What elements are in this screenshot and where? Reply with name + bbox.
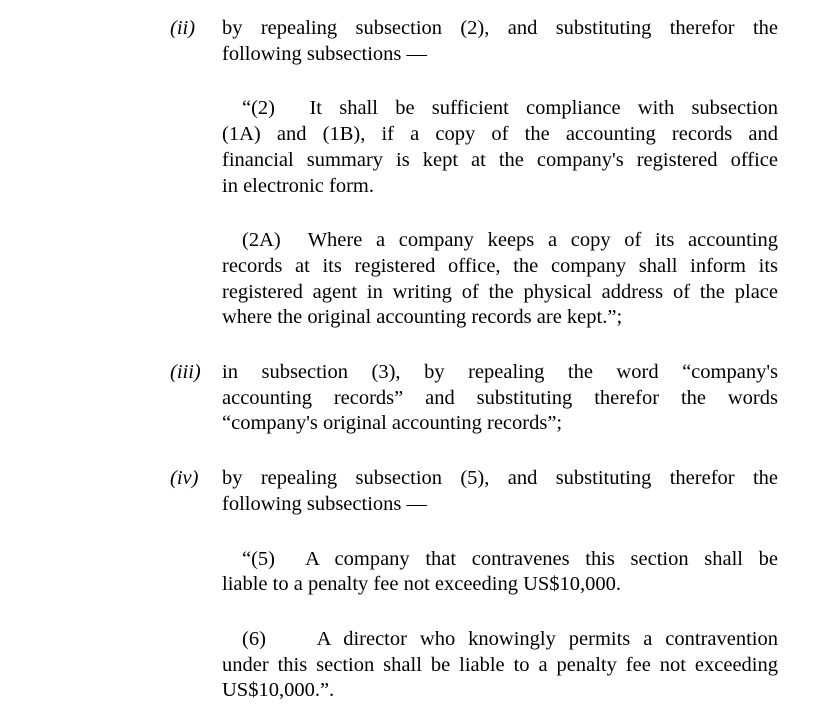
text-line: registered agent in writing of the physical address of the place	[222, 280, 778, 303]
item-paragraph	[222, 466, 778, 517]
text-line: following subsections —	[222, 492, 427, 515]
amendment-item	[170, 466, 778, 715]
text-line: “(5) A company that contravenes this section shall be	[242, 547, 778, 570]
text-line: “(2) It shall be sufficient compliance with subsection	[242, 97, 778, 120]
statute-text-block	[170, 16, 778, 715]
text-line: in electronic form.	[222, 174, 374, 197]
item-content	[222, 360, 778, 466]
text-line: (2A) Where a company keeps a copy of its accounting	[242, 229, 778, 252]
text-line: financial summary is kept at the company's registered office	[222, 148, 778, 171]
text-line: accounting records” and substituting therefor the words	[222, 386, 778, 409]
text-line: under this section shall be liable to a penalty fee not exceeding	[222, 653, 778, 676]
item-content	[222, 16, 778, 360]
text-line: records at its registered office, the company shall inform its	[222, 254, 778, 277]
text-line: (6) A director who knowingly permits a contravention	[242, 627, 778, 650]
quoted-subsection-paragraph	[222, 627, 778, 704]
text-line: in subsection (3), by repealing the word “company's	[222, 361, 778, 384]
item-content	[222, 466, 778, 715]
quoted-subsection-paragraph	[222, 96, 778, 199]
item-paragraph	[222, 360, 778, 437]
text-line: by repealing subsection (5), and substituting therefor the	[222, 467, 778, 490]
text-line: following subsections —	[222, 42, 427, 65]
text-line: by repealing subsection (2), and substituting therefor the	[222, 17, 778, 39]
text-line: where the original accounting records are kept.”;	[222, 306, 623, 329]
quoted-subsection-paragraph	[222, 228, 778, 331]
quoted-subsection-paragraph	[222, 547, 778, 598]
item-paragraph	[222, 16, 778, 67]
text-line: US$10,000.”.	[222, 679, 335, 702]
text-line: (1A) and (1B), if a copy of the accounting records and	[222, 123, 778, 146]
item-marker: (iv)	[170, 467, 199, 490]
amendment-item	[170, 16, 778, 360]
item-marker: (ii)	[170, 17, 196, 39]
text-line: “company's original accounting records”;	[222, 412, 563, 435]
text-line: liable to a penalty fee not exceeding US$10,000.	[222, 573, 622, 596]
item-marker: (iii)	[170, 361, 201, 384]
amendment-item	[170, 360, 778, 466]
